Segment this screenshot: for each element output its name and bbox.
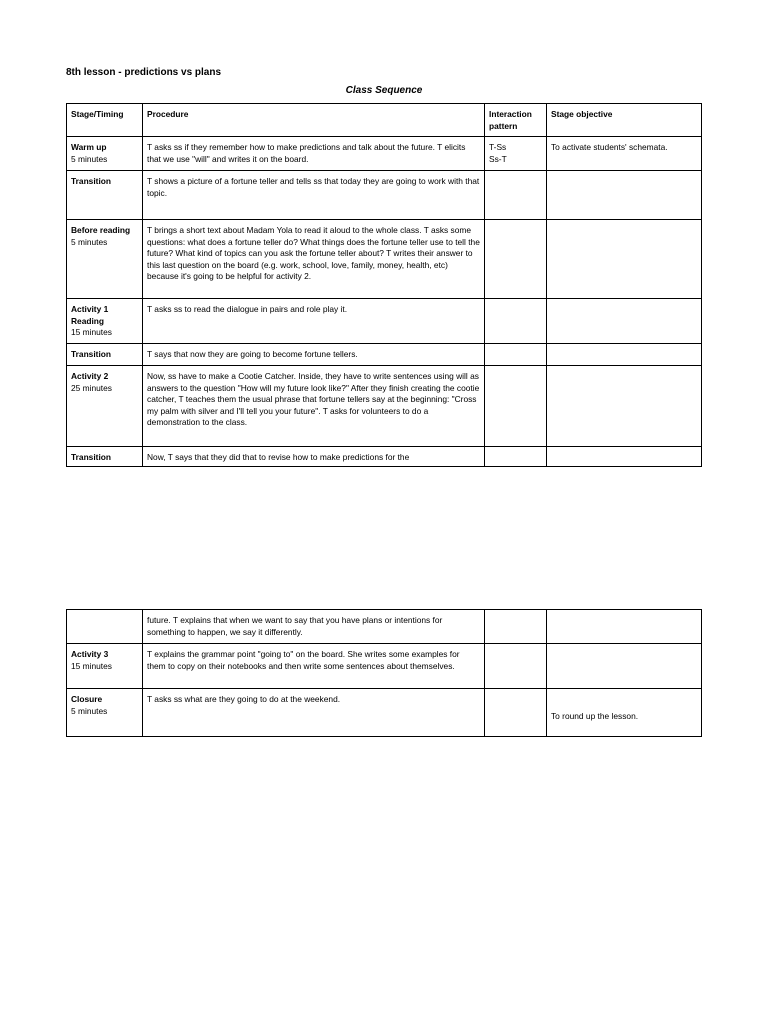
stage-cell [67,220,143,299]
interaction-cell [485,220,547,299]
stage-cell [67,366,143,447]
stage-cell [67,644,143,689]
stage-timing: 5 minutes [71,153,108,164]
stage-timing: 15 minutes [71,660,112,671]
procedure-cell: future. T explains that when we want to say that you have plans or intentions for something to happen, we say it differently. [143,610,485,644]
procedure-cell: T says that now they are going to become fortune tellers. [143,344,485,366]
table-row [67,137,702,171]
stage-cell [67,447,143,467]
procedure-cell: T explains the grammar point "going to" on the board. She writes some examples for them to copy on their notebooks and then write some sentences about themselves. [143,644,485,689]
interaction-cell [485,644,547,689]
stage-cell [67,610,143,644]
table-row [67,644,702,689]
stage-timing: 5 minutes [71,236,108,247]
interaction-item: T-Ss [489,142,507,152]
stage-cell [67,299,143,344]
stage-timing: 25 minutes [71,382,112,393]
interaction-item: Ss-T [489,153,507,164]
header-objective: Stage objective [547,104,702,137]
procedure-cell: Now, T says that they did that to revise how to make predictions for the [143,447,485,467]
document-title: 8th lesson - predictions vs plans [66,67,222,78]
lesson-table [66,103,702,467]
stage-timing: 15 minutes [71,327,112,337]
objective-cell [547,610,702,644]
stage-name: Activity 1 Reading [71,304,109,326]
procedure-cell: T asks ss if they remember how to make predictions and talk about the future. T elicits that we use "will" and writes it on the board. [143,137,485,171]
stage-cell [67,689,143,737]
interaction-cell [485,610,547,644]
procedure-cell: T shows a picture of a fortune teller and tells ss that today they are going to work with that topic. [143,171,485,220]
table-row [67,344,702,366]
table-row [67,299,702,344]
stage-cell [67,137,143,171]
stage-cell [67,171,143,220]
interaction-cell [485,137,547,171]
stage-name: Activity 2 [71,371,109,381]
interaction-cell [485,171,547,220]
stage-timing: 5 minutes [71,705,108,716]
stage-name: Before reading [71,225,131,235]
interaction-cell [485,447,547,467]
objective-cell: To round up the lesson. [547,689,702,737]
table-row [67,447,702,467]
procedure-cell: T asks ss what are they going to do at the weekend. [143,689,485,737]
stage-name: Transition [71,452,112,462]
interaction-cell [485,689,547,737]
header-procedure: Procedure [143,104,485,137]
table-row [67,689,702,737]
interaction-cell [485,366,547,447]
objective-cell [547,366,702,447]
objective-cell: To activate students' schemata. [547,137,702,171]
objective-cell [547,644,702,689]
stage-name: Transition [71,349,112,359]
stage-name: Warm up [71,142,107,152]
stage-name: Transition [71,176,112,186]
objective-cell [547,344,702,366]
lesson-table-continued [66,609,702,737]
table-row [67,220,702,299]
document-subtitle: Class Sequence [345,85,423,96]
stage-cell [67,344,143,366]
table-row [67,366,702,447]
interaction-cell [485,344,547,366]
objective-cell [547,220,702,299]
table-header-row [67,104,702,137]
objective-cell [547,447,702,467]
stage-name: Closure [71,694,103,704]
procedure-cell: T asks ss to read the dialogue in pairs and role play it. [143,299,485,344]
table-row [67,610,702,644]
table-row [67,171,702,220]
stage-name: Activity 3 [71,649,109,659]
header-stage: Stage/Timing [67,104,143,137]
procedure-cell: T brings a short text about Madam Yola to read it aloud to the whole class. T asks some questions: what does a fortune teller do? What things does the fortune teller use to tell the future? What kind of topics can you ask the fortune teller about? T writes their answer to this last question on the board (e.g. work, school, love, family, money, health, etc) because it's going to be helpful for activity 2. [143,220,485,299]
header-interaction: Interaction pattern [485,104,547,137]
objective-cell [547,299,702,344]
procedure-cell: Now, ss have to make a Cootie Catcher. Inside, they have to write sentences using will as answers to the question "How will my future look like?" After they finish creating the cootie catcher, T teaches them the usual phrase that fortune tellers say at the beginning: "Cross my palm with silver and I'll tell you your future". T asks for volunteers to do a demonstration to the class. [143,366,485,447]
interaction-cell [485,299,547,344]
objective-cell [547,171,702,220]
